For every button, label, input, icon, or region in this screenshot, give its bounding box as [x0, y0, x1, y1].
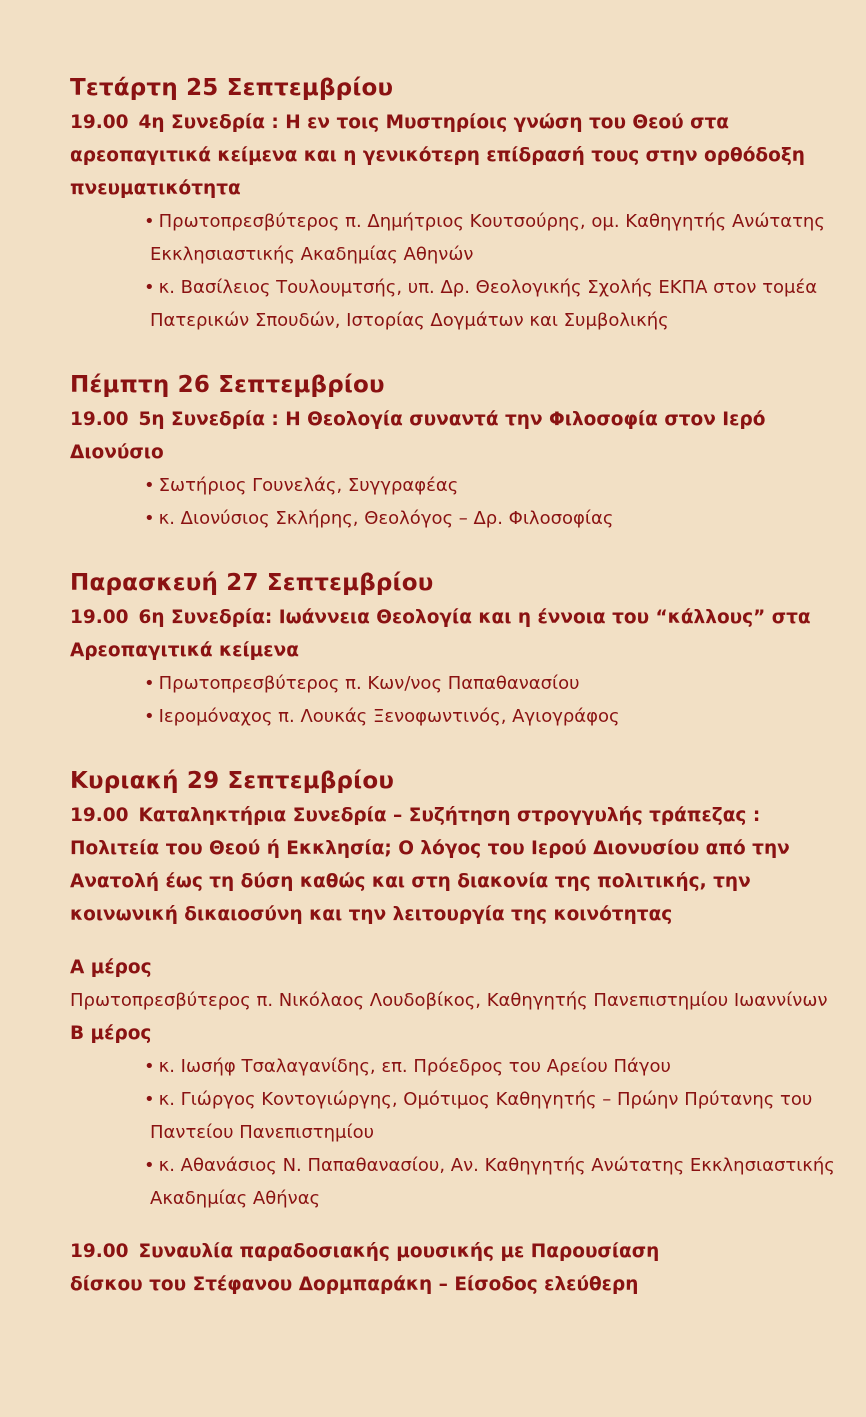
bullet-icon: •	[144, 706, 155, 727]
speaker-item	[144, 1050, 850, 1083]
part-a-text: Πρωτοπρεσβύτερος π. Νικόλαος Λουδοβίκος, Καθηγητής Πανεπιστημίου Ιωαννίνων	[70, 990, 828, 1011]
speaker-text: κ. Γιώργος Κοντογιώργης, Ομότιμος Καθηγητής – Πρώην Πρύτανης του Παντείου Πανεπιστημίου	[150, 1089, 813, 1143]
session-title	[70, 403, 840, 469]
day-block-sunday	[70, 763, 866, 1301]
speaker-list	[70, 205, 866, 337]
speaker-item	[144, 700, 850, 733]
session-text: 6η Συνεδρία: Ιωάννεια Θεολογία και η έννοια του “κάλλους” στα Αρεοπαγιτικά κείμενα	[70, 607, 811, 661]
speaker-text: Πρωτοπρεσβύτερος π. Κων/νος Παπαθανασίου	[158, 673, 580, 694]
bullet-icon: •	[144, 508, 155, 529]
session-time: 19.00	[70, 112, 129, 133]
speaker-text: κ. Αθανάσιος Ν. Παπαθανασίου, Αν. Καθηγητής Ανώτατης Εκκλησιαστικής Ακαδημίας Αθήνας	[150, 1155, 835, 1209]
speaker-text: Σωτήριος Γουνελάς, Συγγραφέας	[158, 475, 459, 496]
concert-announcement	[70, 1235, 710, 1301]
speaker-list	[70, 667, 866, 733]
bullet-icon: •	[144, 211, 155, 232]
session-text: Καταληκτήρια Συνεδρία – Συζήτηση στρογγυλής τράπεζας : Πολιτεία του Θεού ή Εκκλησία; Ο λόγος του Ιερού Διονυσίου από την Ανατολή έως τη δύση καθώς και στη διακονία της πολιτικής, την κοινωνική δικαιοσύνη και την λειτουργία της κοινότητας	[70, 805, 790, 925]
speaker-item	[144, 1083, 850, 1149]
speaker-item	[144, 271, 850, 337]
speaker-item	[144, 205, 850, 271]
speaker-item	[144, 667, 850, 700]
speaker-text: Ιερομόναχος π. Λουκάς Ξενοφωντινός, Αγιογράφος	[158, 706, 620, 727]
day-block-thursday	[70, 367, 866, 535]
speaker-text: κ. Ιωσήφ Τσαλαγανίδης, επ. Πρόεδρος του Αρείου Πάγου	[158, 1056, 671, 1077]
day-title: Τετάρτη 25 Σεπτεμβρίου	[70, 75, 394, 101]
concert-time: 19.00	[70, 1241, 129, 1262]
bullet-icon: •	[144, 277, 155, 298]
speaker-text: κ. Διονύσιος Σκλήρης, Θεολόγος – Δρ. Φιλοσοφίας	[158, 508, 614, 529]
session-title	[70, 799, 840, 931]
part-a-title: Α μέρος	[70, 957, 152, 978]
speaker-item	[144, 1149, 850, 1215]
speaker-item	[144, 502, 850, 535]
speaker-list	[70, 1050, 866, 1215]
session-time: 19.00	[70, 607, 129, 628]
session-title	[70, 106, 840, 205]
session-text: 5η Συνεδρία : Η Θεολογία συναντά την Φιλοσοφία στον Ιερό Διονύσιο	[70, 409, 766, 463]
day-title: Κυριακή 29 Σεπτεμβρίου	[70, 768, 395, 794]
day-block-friday	[70, 565, 866, 733]
speaker-text: κ. Βασίλειος Τουλουμτσής, υπ. Δρ. Θεολογικής Σχολής ΕΚΠΑ στον τομέα Πατερικών Σπουδών, Ιστορίας Δογμάτων και Συμβολικής	[150, 277, 818, 331]
day-title: Παρασκευή 27 Σεπτεμβρίου	[70, 570, 434, 596]
day-title: Πέμπτη 26 Σεπτεμβρίου	[70, 372, 385, 398]
bullet-icon: •	[144, 673, 155, 694]
session-time: 19.00	[70, 409, 129, 430]
bullet-icon: •	[144, 1056, 155, 1077]
day-block-wednesday	[70, 70, 866, 337]
session-time: 19.00	[70, 805, 129, 826]
bullet-icon: •	[144, 475, 155, 496]
spacer	[70, 931, 866, 951]
bullet-icon: •	[144, 1089, 155, 1110]
session-title	[70, 601, 840, 667]
concert-text: Συναυλία παραδοσιακής μουσικής με Παρουσίαση δίσκου του Στέφανου Δορμπαράκη – Είσοδος ελεύθερη	[70, 1241, 660, 1295]
bullet-icon: •	[144, 1155, 155, 1176]
speaker-list	[70, 469, 866, 535]
part-b-title: Β μέρος	[70, 1023, 152, 1044]
spacer	[70, 1215, 866, 1235]
speaker-item	[144, 469, 850, 502]
speaker-text: Πρωτοπρεσβύτερος π. Δημήτριος Κουτσούρης, ομ. Καθηγητής Ανώτατης Εκκλησιαστικής Ακαδημίας Αθηνών	[150, 211, 825, 265]
session-text: 4η Συνεδρία : Η εν τοις Μυστηρίοις γνώση του Θεού στα αρεοπαγιτικά κείμενα και η γενικότερη επίδρασή τους στην ορθόδοξη πνευματικότητα	[70, 112, 805, 199]
